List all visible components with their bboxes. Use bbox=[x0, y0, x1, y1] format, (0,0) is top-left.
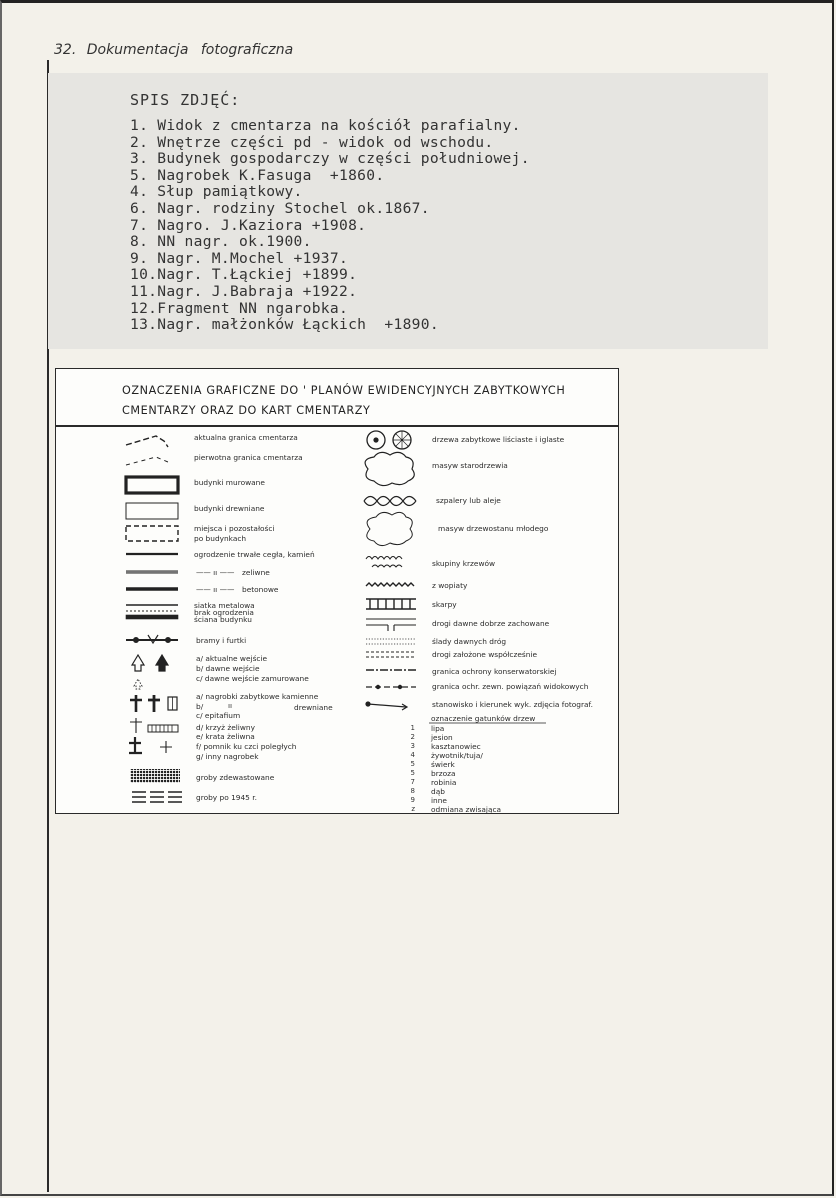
label-iron-fence-dash: —— ıı —— bbox=[196, 568, 235, 577]
label-tombs-b-ii: ıı bbox=[228, 701, 233, 710]
photo-list-item: 13.Nagr. małżonków Łąckich +1890. bbox=[130, 316, 439, 334]
devastated-graves-symbol bbox=[130, 769, 180, 783]
label-young-tree-mass: masyw drzewostanu młodego bbox=[438, 524, 549, 533]
label-historic-trees: drzewa zabytkowe liściaste i iglaste bbox=[432, 435, 565, 444]
species-name: jesion bbox=[431, 733, 453, 742]
legend-title-line1: OZNACZENIA GRAFICZNE DO ' PLANÓW EWIDENCYJNYCH ZABYTKOWYCH bbox=[122, 384, 566, 397]
label-concrete-fence-dash: —— ıı —— bbox=[196, 585, 235, 594]
label-new-roads: drogi założone współcześnie bbox=[432, 650, 538, 659]
photo-list-item: 10.Nagr. T.Łąckiej +1899. bbox=[130, 266, 358, 284]
label-original-boundary: pierwotna granica cmentarza bbox=[194, 453, 303, 462]
entrance-arrow-a-icon bbox=[132, 655, 144, 671]
road-traces-symbol bbox=[366, 639, 416, 644]
label-tombs-d: d/ krzyż żeliwny bbox=[196, 723, 255, 732]
photo-list-item: 3. Budynek gospodarczy w części południowej. bbox=[130, 150, 530, 168]
view-protection-boundary-symbol bbox=[366, 685, 416, 688]
species-number: z bbox=[411, 805, 415, 813]
wooden-tomb-cross-icon bbox=[148, 695, 160, 712]
label-tombs-c: c/ epitafium bbox=[196, 711, 241, 720]
label-old-tree-mass: masyw starodrzewia bbox=[432, 461, 508, 470]
label-former-buildings-1: miejsca i pozostałości bbox=[194, 524, 275, 533]
label-entrance-c: c/ dawne wejście zamurowane bbox=[196, 674, 309, 683]
species-number: 5 bbox=[410, 769, 415, 777]
species-number: 8 bbox=[410, 787, 415, 795]
species-name: brzoza bbox=[431, 769, 456, 778]
label-former-buildings-2: po budynkach bbox=[194, 534, 247, 543]
label-tombs-a: a/ nagrobki zabytkowe kamienne bbox=[196, 692, 319, 701]
young-tree-mass-symbol bbox=[367, 512, 412, 545]
species-number: 4 bbox=[410, 751, 415, 759]
stone-tomb-cross-icon bbox=[130, 695, 142, 712]
photo-list bbox=[130, 118, 768, 334]
other-tomb-icon bbox=[160, 741, 172, 753]
species-name: odmiana zwisająca bbox=[431, 805, 502, 814]
species-name: robinia bbox=[431, 778, 457, 787]
slopes-symbol bbox=[366, 599, 416, 609]
species-number: 3 bbox=[410, 742, 415, 750]
photo-list-item: 7. Nagro. J.Kaziora +1908. bbox=[130, 216, 367, 234]
photo-list-item: 12.Fragment NN ngarobka. bbox=[130, 299, 349, 317]
label-iron-fence: zeliwne bbox=[242, 568, 270, 577]
label-post-1945-graves: groby po 1945 r. bbox=[196, 793, 257, 802]
header-title-part2: fotograficzna bbox=[200, 42, 294, 58]
former-building-symbol bbox=[126, 526, 178, 541]
label-view-protection-boundary: granica ochr. zewn. powiązań widokowych bbox=[432, 682, 589, 691]
old-tree-mass-symbol bbox=[365, 452, 414, 485]
header-title-part1: Dokumentacja bbox=[86, 42, 189, 58]
label-slopes: skarpy bbox=[432, 600, 457, 609]
label-tombs-b-wooden: drewniane bbox=[294, 703, 333, 712]
species-name: świerk bbox=[431, 760, 455, 769]
legend-title-line2: CMENTARZY ORAZ DO KART CMENTARZY bbox=[122, 404, 371, 417]
old-roads-symbol bbox=[366, 619, 416, 631]
photo-list-title: SPIS ZDJĘĆ: bbox=[130, 91, 241, 109]
photo-list-item: 4. Słup pamiątkowy. bbox=[130, 183, 303, 201]
original-boundary-symbol bbox=[126, 457, 168, 465]
monument-icon bbox=[129, 737, 142, 753]
species-number: 1 bbox=[410, 724, 415, 732]
label-gates: bramy i furtki bbox=[196, 636, 247, 645]
label-no-fence: brak ogrodzenia bbox=[194, 608, 254, 617]
label-tombs-g: g/ inny nagrobek bbox=[196, 752, 259, 761]
label-tombs-f: f/ pomnik ku czci poległych bbox=[196, 742, 297, 751]
entrance-arrow-c-icon bbox=[134, 679, 142, 689]
photo-list-item: 8. NN nagr. ok.1900. bbox=[130, 233, 312, 251]
photo-list-item: 6. Nagr. rodziny Stochel ok.1867. bbox=[130, 199, 430, 217]
label-avenues: szpalery lub aleje bbox=[436, 496, 501, 505]
label-concrete-fence: betonowe bbox=[242, 585, 279, 594]
label-current-boundary: aktualna granica cmentarza bbox=[194, 433, 298, 442]
label-brick-buildings: budynki murowane bbox=[194, 478, 265, 487]
label-protection-boundary: granica ochrony konserwatorskiej bbox=[432, 667, 557, 676]
post-1945-graves-symbol bbox=[132, 792, 182, 802]
label-tombs-b: b/ bbox=[196, 702, 204, 711]
species-number: 5 bbox=[410, 760, 415, 768]
species-number: 2 bbox=[410, 733, 415, 741]
photo-list-item: 2. Wnętrze części pd - widok od wschodu. bbox=[130, 133, 494, 151]
page-header bbox=[54, 42, 293, 58]
wooden-building-symbol bbox=[126, 503, 178, 519]
label-photo-position: stanowisko i kierunek wyk. zdjęcia fotograf. bbox=[432, 700, 593, 709]
label-wopiaty: z wopiaty bbox=[432, 581, 468, 590]
label-permanent-fence: ogrodzenie trwałe cegła, kamień bbox=[194, 550, 315, 559]
label-entrance-a: a/ aktualne wejście bbox=[196, 654, 268, 663]
current-boundary-symbol bbox=[126, 436, 168, 447]
new-roads-symbol bbox=[366, 652, 416, 657]
building-wall-symbol bbox=[126, 615, 178, 619]
species-number: 7 bbox=[410, 778, 415, 786]
iron-grating-icon bbox=[148, 725, 178, 732]
species-name: lipa bbox=[431, 724, 445, 733]
legend-card bbox=[55, 368, 619, 814]
shrubs-symbol bbox=[366, 557, 402, 568]
label-wooden-buildings: budynki drewniane bbox=[194, 504, 265, 513]
photo-position-symbol bbox=[366, 702, 407, 710]
photo-list-item: 1. Widok z cmentarza na kościół parafialny. bbox=[130, 117, 521, 134]
label-devastated-graves: groby zdewastowane bbox=[196, 773, 275, 782]
page-number: 32. bbox=[54, 42, 77, 58]
species-number: 9 bbox=[410, 796, 415, 804]
label-species-title: oznaczenie gatunków drzew bbox=[431, 714, 536, 723]
label-entrance-b: b/ dawne wejście bbox=[196, 664, 260, 673]
label-old-roads: drogi dawne dobrze zachowane bbox=[432, 619, 550, 628]
species-name: inne bbox=[431, 796, 447, 805]
brick-building-symbol bbox=[126, 477, 178, 493]
label-wire-fence: siatka metalowa bbox=[194, 601, 255, 610]
species-name: żywotnik/tuja/ bbox=[431, 751, 483, 760]
species-name: dąb bbox=[431, 787, 445, 796]
label-road-traces: ślady dawnych dróg bbox=[432, 637, 507, 646]
photo-list-item: 11.Nagr. J.Babraja +1922. bbox=[130, 282, 358, 300]
species-name: kasztanowiec bbox=[431, 742, 481, 751]
photo-list-card bbox=[48, 73, 768, 349]
wopiaty-symbol bbox=[366, 583, 414, 586]
photo-list-item: 9. Nagr. M.Mochel +1937. bbox=[130, 249, 349, 267]
label-tombs-e: e/ krata żeliwna bbox=[196, 732, 255, 741]
label-shrubs: skupiny krzewów bbox=[432, 559, 496, 568]
avenue-symbol bbox=[364, 497, 416, 506]
label-building-wall: ściana budynku bbox=[194, 615, 252, 624]
photo-list-item: 5. Nagrobek K.Fasuga +1860. bbox=[130, 166, 385, 184]
iron-cross-icon bbox=[130, 718, 142, 733]
entrance-arrow-b-icon bbox=[156, 655, 168, 671]
